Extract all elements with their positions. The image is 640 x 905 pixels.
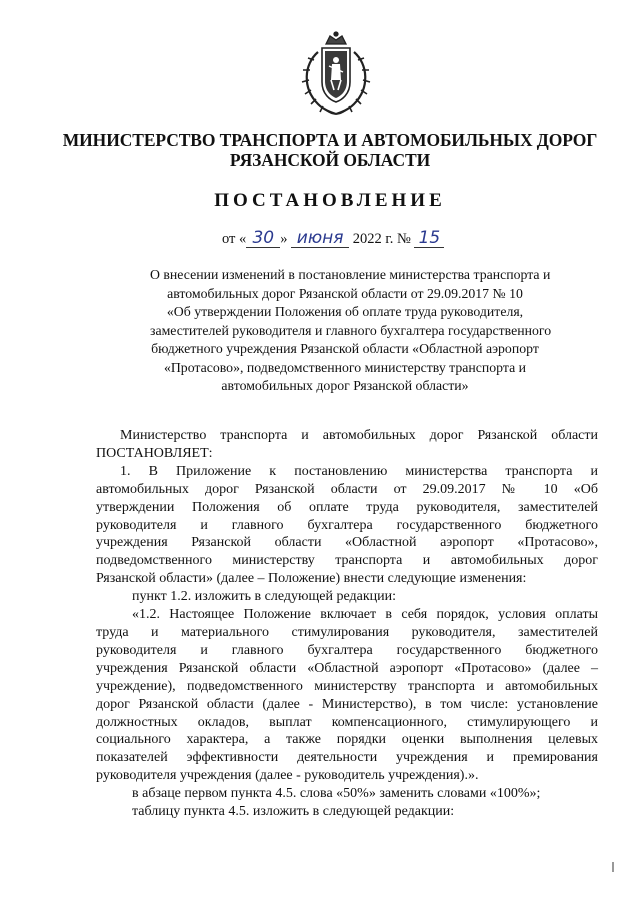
date-prefix: от «: [222, 231, 247, 247]
body-line: руководителя и главного бухгалтера государственного бюджетного: [96, 642, 598, 658]
body-line: ПОСТАНОВЛЯЕТ:: [96, 445, 213, 461]
date-month: июня: [291, 230, 349, 248]
body-line: учреждения Рязанской области «Областной аэропорт «Протасово» (далее –: [96, 660, 598, 676]
subject-line: автомобильных дорог Рязанской области от 29.09.2017 № 10: [167, 285, 523, 301]
body-line: должностных окладов, выплат компенсационного, стимулирующего и: [96, 714, 598, 730]
body-line: дорог Рязанской области (далее - Министерство), в том числе: установление: [96, 696, 598, 712]
body-line: «1.2. Настоящее Положение включает в себя порядок, условия оплаты: [132, 607, 598, 623]
subject-line: заместителей руководителя и главного бухгалтера государственного: [150, 322, 552, 338]
body-line: труда и материального стимулирования руководителя, заместителей: [96, 624, 598, 640]
ministry-name-line1: МИНИСТЕРСТВО ТРАНСПОРТА И АВТОМОБИЛЬНЫХ ДОРОГ: [62, 130, 598, 150]
decree-dateline: [222, 230, 444, 248]
decree-subject: [150, 266, 552, 396]
subject-line: бюджетного учреждения Рязанской области «Областной аэропорт: [151, 341, 539, 356]
body-line: Министерство транспорта и автомобильных дорог Рязанской области: [120, 428, 598, 443]
body-line: таблицу пункта 4.5. изложить в следующей редакции:: [132, 804, 455, 820]
date-mid: »: [280, 231, 288, 247]
body-line: пункт 1.2. изложить в следующей редакции:: [132, 589, 396, 605]
body-line: автомобильных дорог Рязанской области от 29.09.2017 № 10 «Об: [96, 481, 598, 497]
body-line: утверждении Положения об оплате труда руководителя, заместителей: [96, 499, 598, 515]
subject-line: «Протасово», подведомственного министерству транспорта и: [163, 359, 527, 375]
date-day: 30: [246, 230, 280, 248]
coat-of-arms-icon: [296, 30, 376, 120]
subject-line: автомобильных дорог Рязанской области»: [221, 378, 469, 393]
body-line: в абзаце первом пункта 4.5. слова «50%» заменить словами «100%»;: [132, 786, 541, 802]
date-year: 2022 г.: [352, 231, 394, 247]
decree-body: [96, 427, 598, 821]
subject-line: О внесении изменений в постановление министерства транспорта и: [150, 267, 551, 282]
body-line: руководителя учреждения (далее - руководитель учреждения).».: [96, 768, 479, 784]
body-line: Рязанской области» (далее – Положение) внести следующие изменения:: [96, 571, 527, 587]
body-line: учреждения Рязанской области «Областной аэропорт «Протасово»,: [96, 535, 598, 551]
number-label: №: [396, 231, 411, 247]
body-line: учреждение), подведомственного министерству транспорта и автомобильных: [96, 678, 598, 694]
decree-number: 15: [414, 230, 444, 248]
scan-mark: [612, 862, 614, 872]
subject-line: «Об утверждении Положения об оплате труда руководителя,: [166, 304, 524, 319]
decree-title: ПОСТАНОВЛЕНИЕ: [214, 190, 446, 211]
body-line: руководителя и главного бухгалтера государственного бюджетного: [96, 517, 598, 533]
body-line: социального характера, а также порядки оценки выполнения целевых: [96, 732, 598, 748]
body-line: показателей эффективности деятельности учреждения и премирования: [96, 750, 598, 766]
body-line: 1. В Приложение к постановлению министерства транспорта и: [120, 463, 598, 479]
ministry-name-line2: РЯЗАНСКОЙ ОБЛАСТИ: [229, 150, 431, 170]
body-line: подведомственного министерству транспорта и автомобильных дорог: [96, 553, 598, 569]
